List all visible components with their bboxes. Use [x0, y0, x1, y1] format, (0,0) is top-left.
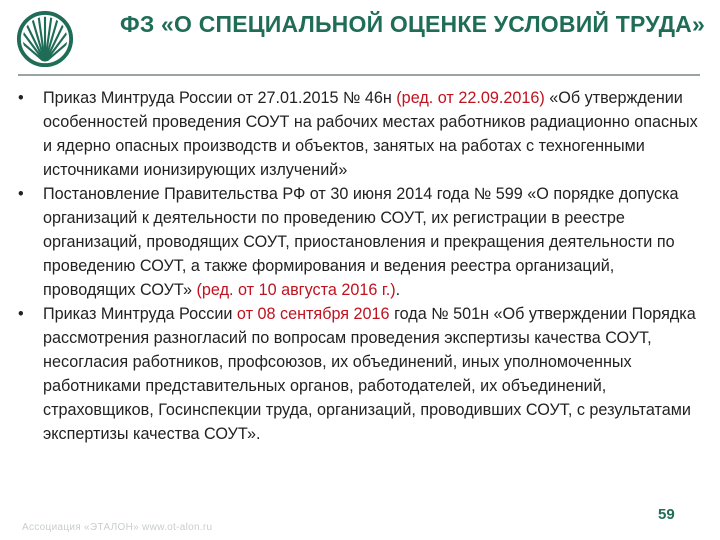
item-text: Приказ Минтруда России от 27.01.2015 № 46н [43, 89, 397, 107]
list-item [18, 302, 698, 446]
bullet-marker: • [18, 89, 24, 107]
item-highlight: от 08 сентября 2016 [236, 305, 390, 323]
page-number: 59 [658, 506, 675, 523]
bullet-marker: • [18, 305, 24, 323]
list-item [18, 86, 698, 182]
item-highlight: (ред. от 22.09.2016) [396, 89, 545, 107]
bullet-marker: • [18, 185, 24, 203]
bullet-list [18, 86, 698, 446]
item-highlight: (ред. от 10 августа 2016 г.) [196, 281, 396, 299]
item-text-end: «Об утверждении особенностей проведения СОУТ на рабочих местах работников радиационно опасных и ядерно опасных производств и объектов, занятых на работах с техногенными источниками ионизирующих излучений» [43, 89, 698, 179]
list-item [18, 182, 698, 302]
item-text: Приказ Минтруда России [43, 305, 237, 323]
item-text: Постановление Правительства РФ от 30 июня 2014 года № 599 «О порядке допуска организаций к деятельности по проведению СОУТ, их регистрации в реестре организаций, проводящих СОУТ, приостановления и прекращения деятельности по проведению СОУТ, а также формирования и ведения реестра организаций, проводящих СОУТ» [43, 185, 679, 299]
item-text-end: . [395, 281, 401, 299]
item-text-end: года № 501н «Об утверждении Порядка рассмотрения разногласий по вопросам проведения экспертизы качества СОУТ, несогласия работников, профсоюзов, их объединений, иных уполномоченных работниками представительных органов, работодателей, их объединений, страховщиков, Госинспекции труда, организаций, проводивших СОУТ, с результатами экспертизы качества СОУТ». [43, 305, 696, 443]
title-divider [18, 74, 700, 76]
etalon-sunburst-logo-icon [16, 10, 74, 68]
slide-title: ФЗ «О СПЕЦИАЛЬНОЙ ОЦЕНКЕ УСЛОВИЙ ТРУДА» [120, 11, 705, 37]
footer-watermark: Ассоциация «ЭТАЛОН» www.ot-alon.ru [22, 522, 213, 533]
